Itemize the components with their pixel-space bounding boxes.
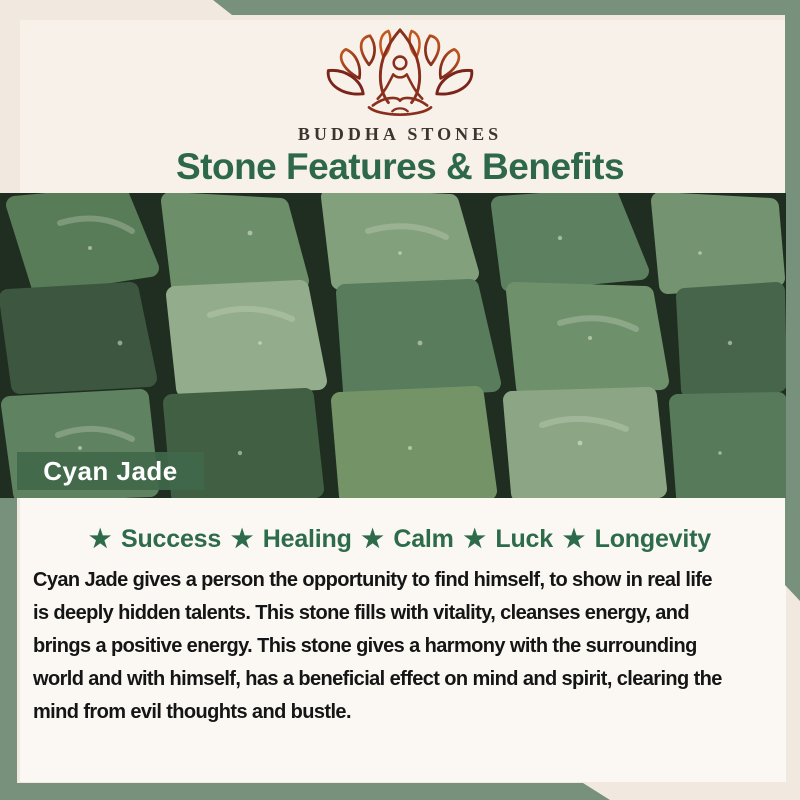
frame-strip-top [213, 0, 800, 15]
description-line: world and with himself, has a beneficial effect on mind and spirit, clearing the [33, 668, 722, 690]
description-line: is deeply hidden talents. This stone fills with vitality, cleanses energy, and [33, 602, 689, 624]
frame-strip-bottom [0, 783, 610, 800]
description-line: brings a positive energy. This stone gives a harmony with the surrounding [33, 635, 697, 657]
page-title: Stone Features & Benefits [175, 146, 625, 187]
photo-caption-label: Cyan Jade [43, 455, 178, 486]
description-line: mind from evil thoughts and bustle. [33, 701, 351, 723]
lotus-meditation-icon [320, 28, 480, 120]
brand-block [0, 28, 800, 145]
photo-caption-badge [17, 452, 204, 490]
description-line: Cyan Jade gives a person the opportunity to find himself, to show in real life [33, 569, 712, 591]
brand-name: BUDDHA STONES [297, 124, 503, 144]
stone-description [33, 564, 773, 729]
benefits-line: ★ Success ★ Healing ★ Calm ★ Luck ★ Longevity [89, 525, 711, 553]
